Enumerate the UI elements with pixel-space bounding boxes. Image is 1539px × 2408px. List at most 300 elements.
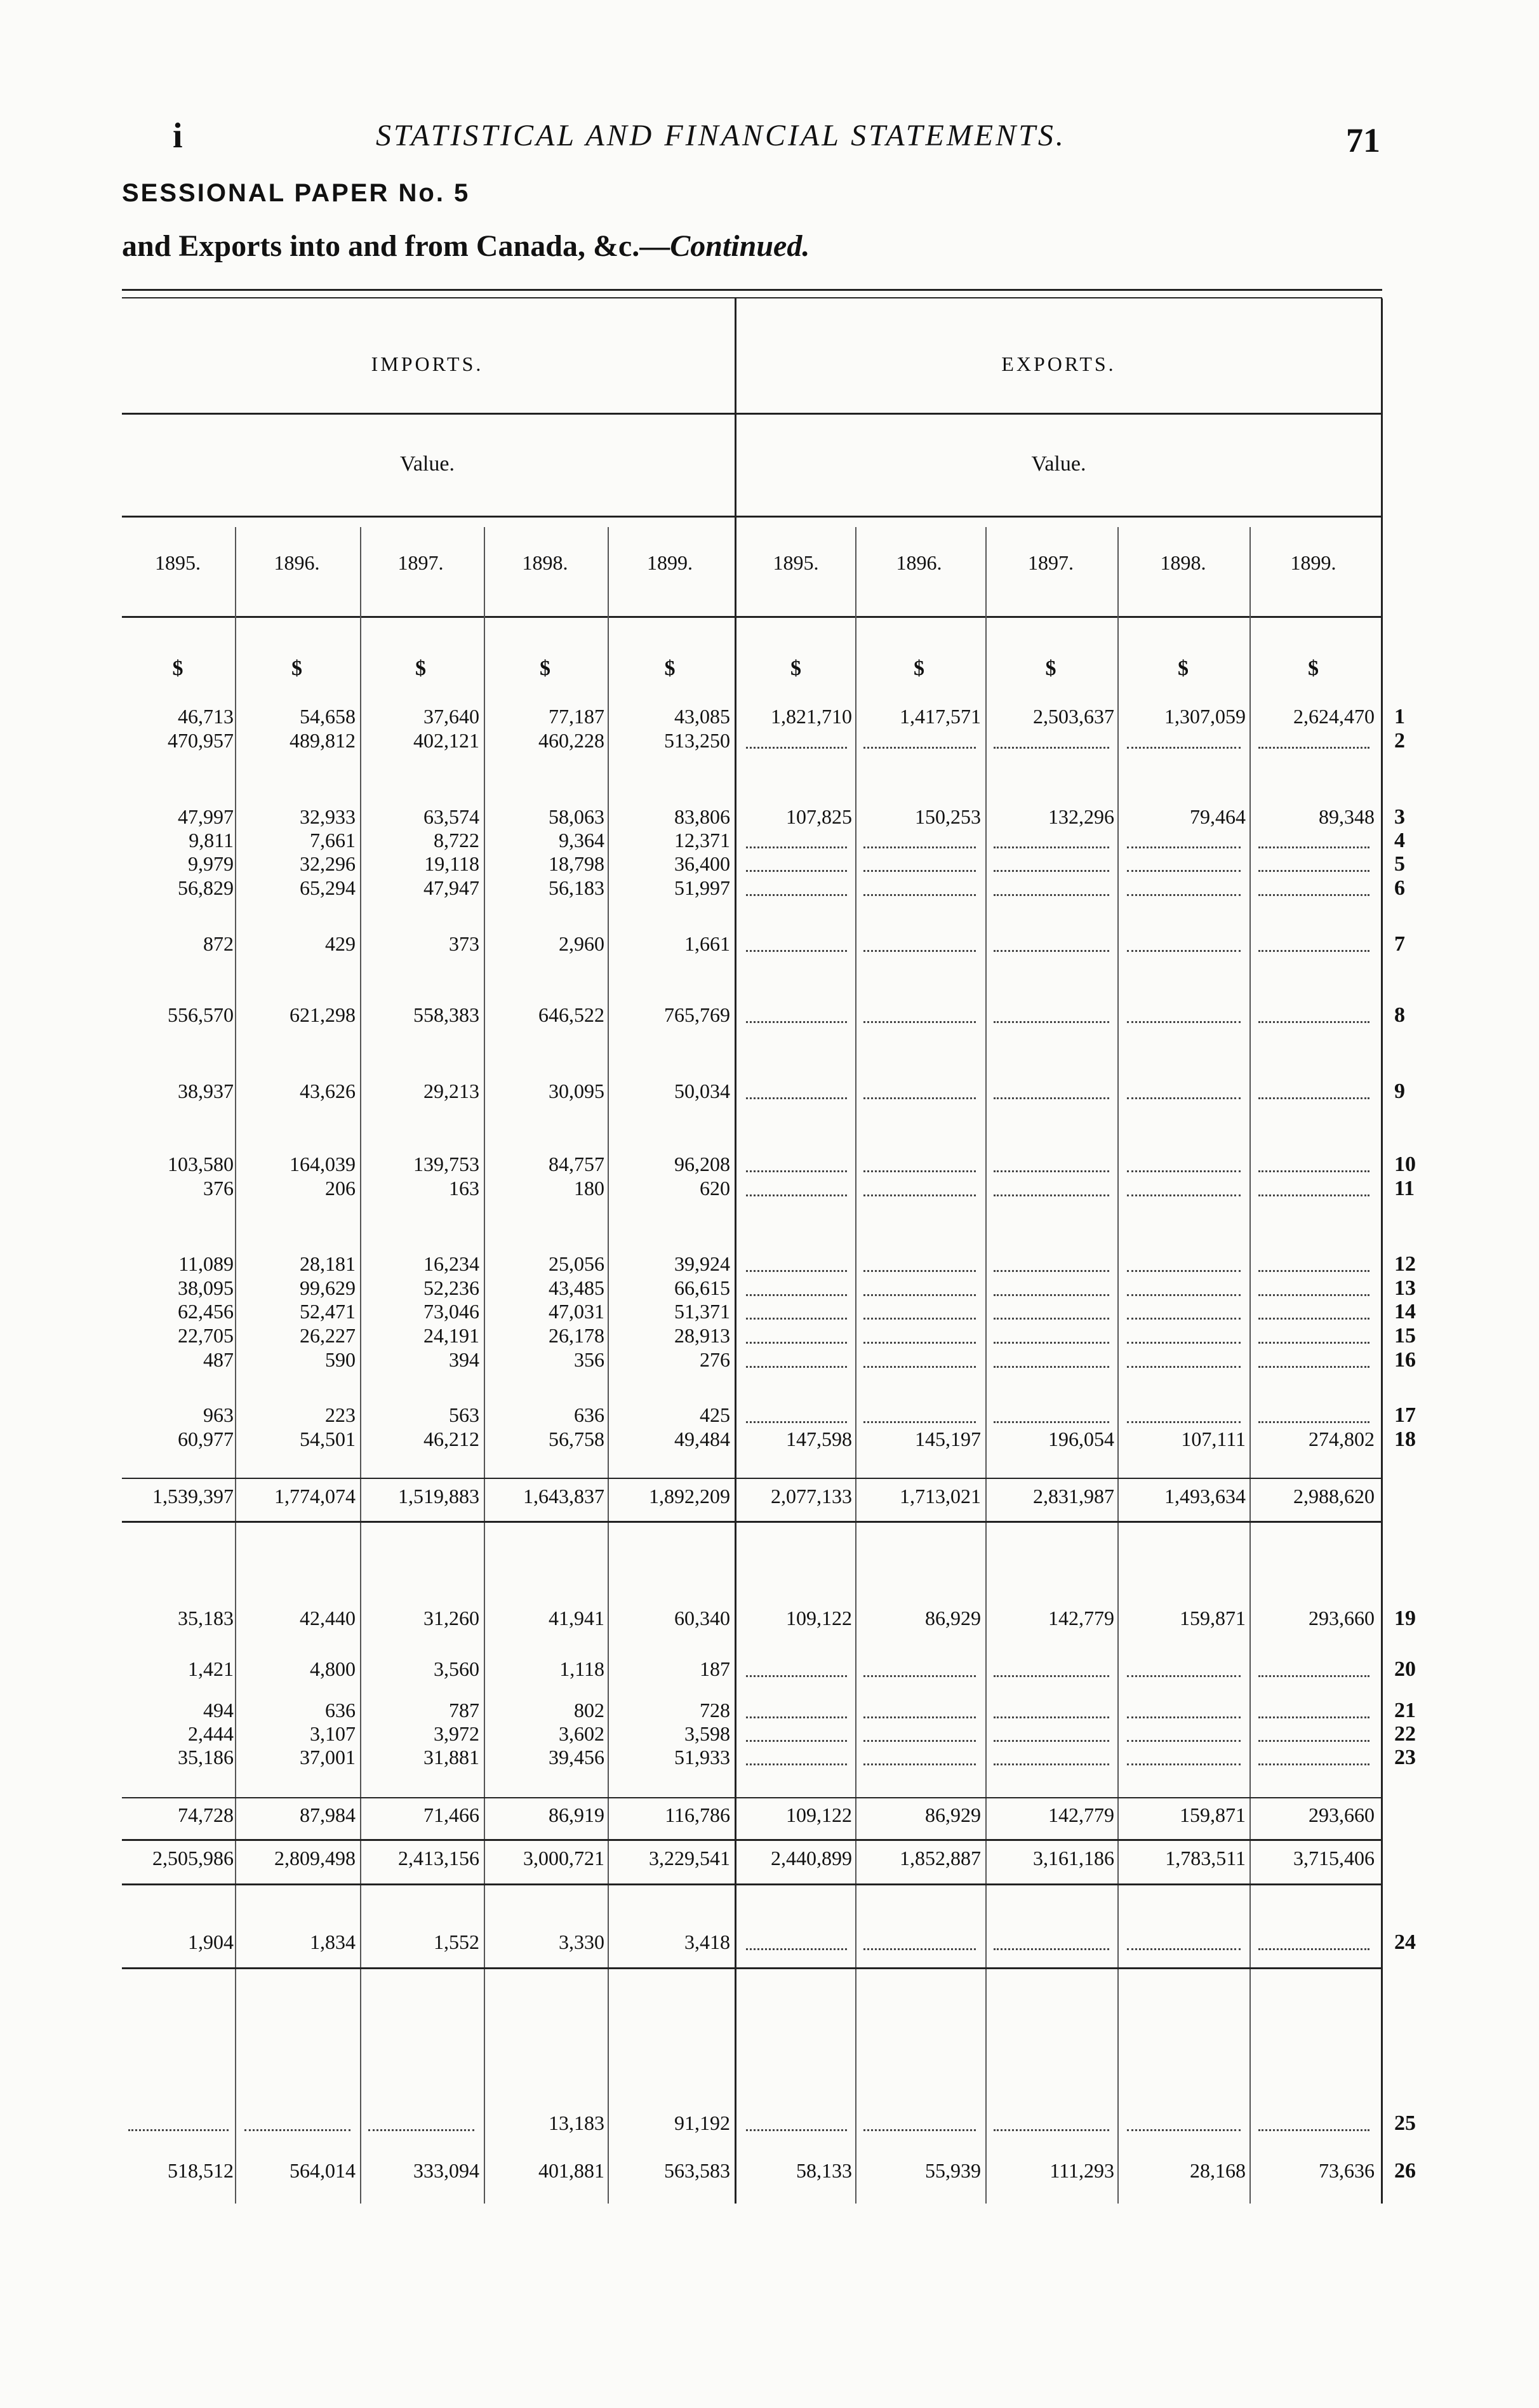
leader-dots (746, 1194, 847, 1196)
leader-dots (1127, 1170, 1241, 1172)
imports-value-cell: 66,615 (674, 1276, 730, 1299)
line-number: 10 (1394, 1153, 1416, 1176)
exports-value-cell: 109,122 (786, 1803, 852, 1826)
imports-value-cell: 51,933 (674, 1746, 730, 1769)
leader-dots (746, 1270, 847, 1272)
imports-value-cell: 139,753 (413, 1153, 479, 1175)
exports-value-cell: 293,660 (1309, 1607, 1375, 1629)
imports-value-cell: 32,933 (300, 805, 356, 828)
imports-value-cell: 373 (449, 932, 479, 955)
line-number: 18 (1394, 1428, 1416, 1451)
leader-dots (1258, 747, 1369, 749)
leader-dots (863, 1675, 976, 1677)
line-number: 13 (1394, 1276, 1416, 1300)
dollar-sign: $ (291, 657, 302, 680)
line-number: 8 (1394, 1003, 1405, 1027)
leader-dots (1258, 1716, 1369, 1718)
leader-dots (1258, 1421, 1369, 1423)
imports-value-cell: 333,094 (413, 2159, 479, 2182)
imports-value-cell: 37,640 (423, 705, 479, 728)
leader-dots (994, 846, 1109, 848)
imports-value-cell: 56,183 (549, 876, 604, 899)
imports-value-cell: 47,947 (423, 876, 479, 899)
exports-value-cell: 2,624,470 (1293, 705, 1375, 728)
imports-value-cell: 62,456 (178, 1300, 234, 1323)
imports-value-cell: 49,484 (674, 1428, 730, 1450)
exports-value-cell: 1,713,021 (900, 1485, 981, 1508)
exports-header: EXPORTS. (1001, 352, 1116, 375)
imports-value-cell: 563 (449, 1403, 479, 1426)
imports-value-cell: 2,444 (188, 1722, 234, 1745)
imports-value-cell: 2,413,156 (398, 1847, 479, 1870)
exports-value-cell: 147,598 (786, 1428, 852, 1450)
imports-value-cell: 3,598 (684, 1722, 730, 1745)
imports-value-cell: 56,758 (549, 1428, 604, 1450)
column-separator (360, 527, 361, 2204)
imports-value-cell: 43,485 (549, 1276, 604, 1299)
imports-value-cell: 31,881 (423, 1746, 479, 1769)
leader-dots (994, 1170, 1109, 1172)
imports-value-cell: 38,095 (178, 1276, 234, 1299)
exports-year-header: 1896. (896, 551, 942, 574)
leader-dots (746, 1342, 847, 1344)
imports-value-cell: 13,183 (549, 2111, 604, 2134)
imports-value-cell: 39,924 (674, 1252, 730, 1275)
imports-value-cell: 429 (325, 932, 356, 955)
imports-value-cell: 276 (700, 1348, 730, 1371)
leader-dots (1258, 1342, 1369, 1344)
imports-value-cell: 620 (700, 1177, 730, 1200)
imports-value-cell: 73,046 (423, 1300, 479, 1323)
imports-value-cell: 37,001 (300, 1746, 356, 1769)
imports-value-cell: 425 (700, 1403, 730, 1426)
leader-dots (863, 1421, 976, 1423)
imports-year-header: 1898. (522, 551, 568, 574)
exports-value-cell: 107,825 (786, 805, 852, 828)
value-header-rule (122, 516, 1382, 518)
leader-dots (994, 1740, 1109, 1742)
exports-year-header: 1899. (1290, 551, 1336, 574)
imports-value-cell: 470,957 (168, 729, 234, 752)
leader-dots (994, 950, 1109, 952)
leader-dots (1258, 1318, 1369, 1320)
imports-value-cell: 36,400 (674, 852, 730, 875)
leader-dots (1127, 950, 1241, 952)
imports-value-cell: 1,643,837 (523, 1485, 604, 1508)
leader-dots (1127, 1421, 1241, 1423)
line-number: 19 (1394, 1607, 1416, 1630)
leader-dots (1127, 1021, 1241, 1023)
leader-dots (1127, 1318, 1241, 1320)
leader-dots (1127, 1270, 1241, 1272)
exports-value-cell: 79,464 (1190, 805, 1246, 828)
leader-dots (746, 894, 847, 896)
imports-value-cell: 86,919 (549, 1803, 604, 1826)
imports-value-cell: 556,570 (168, 1003, 234, 1026)
exports-value-cell: 2,988,620 (1293, 1485, 1375, 1508)
column-separator (484, 527, 485, 2204)
exports-value-cell: 2,831,987 (1033, 1485, 1114, 1508)
imports-value-cell: 1,904 (188, 1930, 234, 1953)
page-number: 71 (1346, 121, 1380, 159)
imports-value-cell: 3,972 (434, 1722, 479, 1745)
leader-dots (863, 1763, 976, 1765)
leader-dots (746, 1763, 847, 1765)
leader-dots (994, 1366, 1109, 1368)
imports-value-cell: 802 (574, 1699, 604, 1722)
leader-dots (994, 1948, 1109, 1950)
imports-value-cell: 963 (203, 1403, 234, 1426)
leader-dots (994, 1318, 1109, 1320)
leader-dots (994, 1716, 1109, 1718)
column-separator (855, 527, 856, 2204)
exports-value-cell: 132,296 (1048, 805, 1114, 828)
imports-value-cell: 83,806 (674, 805, 730, 828)
imports-value-cell: 402,121 (413, 729, 479, 752)
imports-value-cell: 3,602 (559, 1722, 604, 1745)
imports-value-cell: 1,834 (310, 1930, 356, 1953)
column-separator (235, 527, 236, 2204)
leader-dots (863, 1294, 976, 1296)
imports-value-cell: 558,383 (413, 1003, 479, 1026)
exports-value-cell: 111,293 (1049, 2159, 1114, 2182)
leader-dots (1258, 1675, 1369, 1677)
imports-value-cell: 30,095 (549, 1080, 604, 1102)
imports-value-cell: 103,580 (168, 1153, 234, 1175)
page-running-title: STATISTICAL AND FINANCIAL STATEMENTS. (376, 119, 1066, 152)
leader-dots (746, 1170, 847, 1172)
exports-value-cell: 73,636 (1319, 2159, 1375, 2182)
imports-value-cell: 518,512 (168, 2159, 234, 2182)
imports-value-cell: 564,014 (290, 2159, 356, 2182)
top-rule-thin (122, 297, 1382, 298)
imports-value-cell: 164,039 (290, 1153, 356, 1175)
line-number: 9 (1394, 1080, 1405, 1103)
imports-value-cell: 1,118 (559, 1657, 604, 1680)
line-number: 3 (1394, 805, 1405, 829)
leader-dots (1127, 1740, 1241, 1742)
imports-value-cell: 636 (325, 1699, 356, 1722)
leader-dots (746, 1366, 847, 1368)
imports-value-cell: 52,471 (300, 1300, 356, 1323)
leader-dots (244, 2129, 350, 2131)
line-number: 2 (1394, 729, 1405, 752)
leader-dots (1127, 1948, 1241, 1950)
exports-value-cell: 142,779 (1048, 1607, 1114, 1629)
imports-value-cell: 16,234 (423, 1252, 479, 1275)
leader-dots (994, 1675, 1109, 1677)
leader-dots (1258, 1948, 1369, 1950)
leader-dots (994, 1097, 1109, 1099)
exports-year-header: 1897. (1028, 551, 1074, 574)
imports-value-cell: 9,811 (189, 829, 234, 852)
imports-value-cell: 39,456 (549, 1746, 604, 1769)
top-rule (122, 289, 1382, 291)
leader-dots (1258, 2129, 1369, 2131)
leader-dots (746, 1421, 847, 1423)
line-number: 1 (1394, 705, 1405, 728)
line-number: 11 (1394, 1177, 1415, 1200)
dollar-sign: $ (1308, 657, 1319, 680)
leader-dots (1127, 2129, 1241, 2131)
imports-value-cell: 7,661 (310, 829, 356, 852)
line-number: 15 (1394, 1324, 1416, 1348)
exports-value-cell: 86,929 (925, 1607, 981, 1629)
line-number: 16 (1394, 1348, 1416, 1372)
imports-value-cell: 91,192 (674, 2111, 730, 2134)
grand-total-rule (122, 1883, 1382, 1885)
leader-dots (1258, 1021, 1369, 1023)
imports-value-cell: 38,937 (178, 1080, 234, 1102)
imports-value-cell: 42,440 (300, 1607, 356, 1629)
imports-value-cell: 9,364 (559, 829, 604, 852)
exports-value-cell: 1,852,887 (900, 1847, 981, 1870)
leader-dots (746, 2129, 847, 2131)
leader-dots (1258, 846, 1369, 848)
leader-dots (1127, 894, 1241, 896)
imports-value-cell: 19,118 (424, 852, 479, 875)
line-number: 12 (1394, 1252, 1416, 1276)
imports-value-cell: 35,183 (178, 1607, 234, 1629)
imports-value-cell: 74,728 (178, 1803, 234, 1826)
exports-value-cell: 2,440,899 (771, 1847, 852, 1870)
leader-dots (1127, 1675, 1241, 1677)
imports-value-cell: 54,501 (300, 1428, 356, 1450)
imports-value-cell: 12,371 (674, 829, 730, 852)
exports-value-cell: 86,929 (925, 1803, 981, 1826)
leader-dots (1258, 1194, 1369, 1196)
exports-value-cell: 2,077,133 (771, 1485, 852, 1508)
imports-year-header: 1895. (155, 551, 201, 574)
leader-dots (863, 1366, 976, 1368)
subtotal-rule-1b (122, 1521, 1382, 1523)
exports-year-header: 1898. (1160, 551, 1206, 574)
line-number: 26 (1394, 2159, 1416, 2183)
imports-value-cell: 60,340 (674, 1607, 730, 1629)
imports-value-cell: 26,227 (300, 1324, 356, 1347)
imports-value-cell: 1,539,397 (152, 1485, 234, 1508)
leader-dots (994, 870, 1109, 872)
leader-dots (1258, 1763, 1369, 1765)
imports-value-cell: 28,181 (300, 1252, 356, 1275)
line-24-rule (122, 1967, 1382, 1969)
line-number: 21 (1394, 1699, 1416, 1722)
imports-value-cell: 356 (574, 1348, 604, 1371)
dollar-sign: $ (1178, 657, 1189, 680)
leader-dots (1258, 870, 1369, 872)
imports-value-cell: 401,881 (538, 2159, 604, 2182)
imports-value-cell: 24,191 (423, 1324, 479, 1347)
imports-value-cell: 71,466 (423, 1803, 479, 1826)
line-number: 22 (1394, 1722, 1416, 1746)
exports-value-cell: 2,503,637 (1033, 705, 1114, 728)
imports-value-cell: 52,236 (423, 1276, 479, 1299)
leader-dots (863, 894, 976, 896)
imports-value-cell: 487 (203, 1348, 234, 1371)
leader-dots (863, 870, 976, 872)
leader-dots (863, 1740, 976, 1742)
subtotal-rule-1 (122, 1478, 1382, 1479)
leader-dots (863, 1318, 976, 1320)
leader-dots (746, 747, 847, 749)
leader-dots (1258, 1170, 1369, 1172)
imports-value-cell: 116,786 (665, 1803, 730, 1826)
line-number: 23 (1394, 1746, 1416, 1769)
exports-value-cell: 145,197 (915, 1428, 981, 1450)
leader-dots (1127, 747, 1241, 749)
imports-value-cell: 3,418 (684, 1930, 730, 1953)
leader-dots (1127, 1097, 1241, 1099)
leader-dots (746, 870, 847, 872)
imports-value-cell: 22,705 (178, 1324, 234, 1347)
imports-value-cell: 8,722 (434, 829, 479, 852)
leader-dots (1258, 1740, 1369, 1742)
imports-value-cell: 3,107 (310, 1722, 356, 1745)
imports-value-cell: 4,800 (310, 1657, 356, 1680)
leader-dots (1258, 1270, 1369, 1272)
imports-value-cell: 63,574 (423, 805, 479, 828)
imports-value-cell: 646,522 (538, 1003, 604, 1026)
dollar-sign: $ (415, 657, 426, 680)
leader-dots (746, 1675, 847, 1677)
imports-value-cell: 11,089 (178, 1252, 234, 1275)
subtitle-main: and Exports into and from Canada, &c.— (122, 229, 670, 263)
exports-year-header: 1895. (773, 551, 819, 574)
leader-dots (994, 1294, 1109, 1296)
imports-value-cell: 163 (449, 1177, 479, 1200)
dollar-sign: $ (1045, 657, 1056, 680)
table-subtitle (122, 229, 809, 264)
leader-dots (994, 747, 1109, 749)
imports-value-cell: 563,583 (664, 2159, 730, 2182)
exports-value-cell: 55,939 (925, 2159, 981, 2182)
line-number: 20 (1394, 1657, 1416, 1681)
subtotal-rule-2b (122, 1839, 1382, 1841)
imports-value-cell: 787 (449, 1699, 479, 1722)
line-number: 17 (1394, 1403, 1416, 1427)
imports-value-cell: 31,260 (423, 1607, 479, 1629)
exports-value-cell: 159,871 (1180, 1803, 1246, 1826)
leader-dots (863, 1170, 976, 1172)
leader-dots (863, 1194, 976, 1196)
imports-value-cell: 590 (325, 1348, 356, 1371)
leader-dots (994, 1421, 1109, 1423)
column-separator (1249, 527, 1251, 2204)
leader-dots (1258, 1294, 1369, 1296)
leader-dots (1258, 950, 1369, 952)
imports-value-cell: 26,178 (549, 1324, 604, 1347)
leader-dots (863, 1948, 976, 1950)
exports-value-cell: 109,122 (786, 1607, 852, 1629)
imports-value-cell: 3,330 (559, 1930, 604, 1953)
sessional-paper-label: SESSIONAL PAPER No. 5 (122, 179, 470, 207)
leader-dots (368, 2129, 474, 2131)
exports-value-cell: 1,783,511 (1165, 1847, 1246, 1870)
exports-value-cell: 196,054 (1048, 1428, 1114, 1450)
leader-dots (863, 1097, 976, 1099)
leader-dots (863, 2129, 976, 2131)
imports-value-cell: 56,829 (178, 876, 234, 899)
page-left-mark: i (173, 116, 183, 156)
imports-value-cell: 765,769 (664, 1003, 730, 1026)
imports-value-cell: 376 (203, 1177, 234, 1200)
year-header-rule (122, 616, 1382, 618)
imports-value-cell: 47,997 (178, 805, 234, 828)
imports-value-cell: 872 (203, 932, 234, 955)
imports-value-cell: 28,913 (674, 1324, 730, 1347)
imports-value-header: Value. (400, 452, 455, 476)
imports-header: IMPORTS. (371, 352, 484, 375)
imports-value-cell: 394 (449, 1348, 479, 1371)
exports-value-cell: 1,417,571 (900, 705, 981, 728)
leader-dots (1127, 846, 1241, 848)
imports-value-cell: 728 (700, 1699, 730, 1722)
imports-year-header: 1899. (647, 551, 693, 574)
imports-value-cell: 29,213 (423, 1080, 479, 1102)
imports-value-cell: 2,960 (559, 932, 604, 955)
leader-dots (863, 950, 976, 952)
imports-value-cell: 54,658 (300, 705, 356, 728)
imports-value-cell: 2,505,986 (152, 1847, 234, 1870)
exports-value-cell: 107,111 (1181, 1428, 1246, 1450)
imports-value-cell: 1,892,209 (649, 1485, 730, 1508)
imports-value-cell: 18,798 (549, 852, 604, 875)
exports-value-header: Value. (1031, 452, 1086, 476)
leader-dots (1258, 1366, 1369, 1368)
leader-dots (863, 1716, 976, 1718)
leader-dots (1127, 1194, 1241, 1196)
leader-dots (863, 846, 976, 848)
leader-dots (1127, 1716, 1241, 1718)
imports-value-cell: 60,977 (178, 1428, 234, 1450)
imports-value-cell: 41,941 (549, 1607, 604, 1629)
dollar-sign: $ (914, 657, 924, 680)
imports-value-cell: 46,713 (178, 705, 234, 728)
exports-value-cell: 293,660 (1309, 1803, 1375, 1826)
imports-value-cell: 58,063 (549, 805, 604, 828)
imports-value-cell: 2,809,498 (274, 1847, 356, 1870)
exports-value-cell: 159,871 (1180, 1607, 1246, 1629)
imports-year-header: 1896. (274, 551, 320, 574)
imports-value-cell: 47,031 (549, 1300, 604, 1323)
line-number: 4 (1394, 829, 1405, 852)
imports-value-cell: 99,629 (300, 1276, 356, 1299)
line-number: 5 (1394, 852, 1405, 876)
leader-dots (746, 950, 847, 952)
column-separator (608, 527, 609, 2204)
imports-value-cell: 51,997 (674, 876, 730, 899)
leader-dots (746, 1716, 847, 1718)
leader-dots (863, 1270, 976, 1272)
subtitle-continued: Continued. (670, 229, 810, 263)
imports-value-cell: 1,552 (434, 1930, 479, 1953)
exports-value-cell: 3,715,406 (1293, 1847, 1375, 1870)
imports-value-cell: 32,296 (300, 852, 356, 875)
exports-value-cell: 142,779 (1048, 1803, 1114, 1826)
imports-value-cell: 1,774,074 (274, 1485, 356, 1508)
leader-dots (994, 1342, 1109, 1344)
leader-dots (994, 1763, 1109, 1765)
line-number: 7 (1394, 932, 1405, 956)
line-number: 24 (1394, 1930, 1416, 1954)
leader-dots (746, 1948, 847, 1950)
dollar-sign: $ (540, 657, 550, 680)
imports-value-cell: 77,187 (549, 705, 604, 728)
leader-dots (863, 1342, 976, 1344)
leader-dots (1258, 894, 1369, 896)
imports-value-cell: 84,757 (549, 1153, 604, 1175)
exports-value-cell: 1,821,710 (771, 705, 852, 728)
